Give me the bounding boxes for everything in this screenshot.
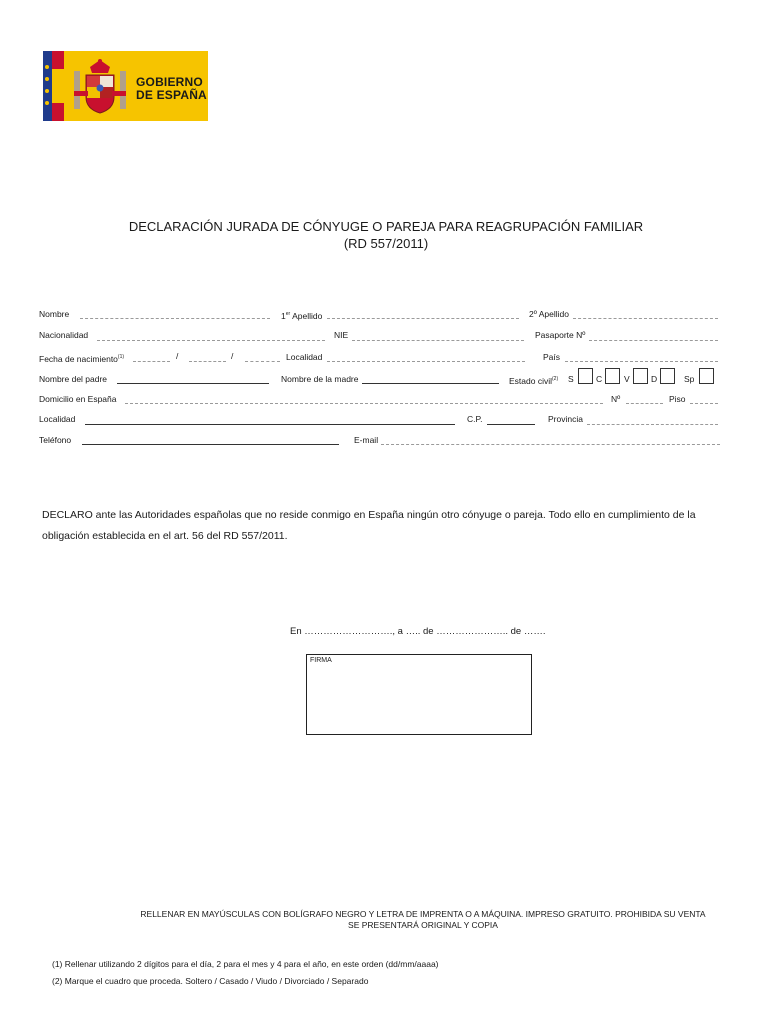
email-field[interactable]: [381, 444, 720, 445]
instructions-line2: SE PRESENTARÁ ORIGINAL Y COPIA: [348, 920, 498, 930]
apellido1-field[interactable]: [327, 318, 519, 319]
page-title: DECLARACIÓN JURADA DE CÓNYUGE O PAREJA PARA REAGRUPACIÓN FAMILIAR: [128, 219, 644, 234]
place-date-line[interactable]: En ………………………., a ….. de ………………….. de …….: [290, 626, 546, 637]
apellido1-num: 1: [281, 310, 286, 321]
page-subtitle: (RD 557/2011): [343, 236, 429, 251]
date-separator: /: [176, 351, 179, 361]
fecha-nacimiento-text: Fecha de nacimiento: [39, 353, 118, 364]
separado-checkbox[interactable]: [699, 368, 714, 384]
domicilio-label: Domicilio en España: [39, 394, 117, 404]
nombre-label: Nombre: [39, 309, 70, 319]
spain-flag-red-bottom: [52, 103, 64, 121]
estado-footnote-ref: (2): [552, 376, 559, 382]
star-icon: [45, 89, 49, 93]
provincia-field[interactable]: [587, 424, 718, 425]
localidad2-field[interactable]: [85, 424, 455, 425]
eu-flag-strip: [43, 51, 52, 121]
casado-checkbox[interactable]: [605, 368, 620, 384]
pais-field[interactable]: [565, 361, 718, 362]
instructions-line1: RELLENAR EN MAYÚSCULAS CON BOLÍGRAFO NEGRO Y LETRA DE IMPRENTA O A MÁQUINA. IMPRESO GRATUITO. PROHIBIDA SU VENTA: [140, 909, 706, 919]
birth-day-field[interactable]: [133, 361, 170, 362]
nie-field[interactable]: [352, 340, 524, 341]
birth-year-field[interactable]: [245, 361, 280, 362]
estado-option-label: V: [624, 374, 630, 384]
viudo-checkbox[interactable]: [633, 368, 648, 384]
logo-text-line1: GOBIERNO: [136, 75, 203, 89]
cp-field[interactable]: [487, 424, 535, 425]
coat-of-arms-icon: [70, 57, 130, 117]
declaration-text-line1: DECLARO ante las Autoridades españolas que no reside conmigo en España ningún otro cónyuge o pareja. Todo ello en cumplimiento de la: [42, 509, 696, 521]
localidad-label: Localidad: [286, 352, 323, 362]
footnote-1: (1) Rellenar utilizando 2 dígitos para el día, 2 para el mes y 4 para el año, en este orden (dd/mm/aaaa): [52, 959, 439, 969]
nombre-field[interactable]: [80, 318, 270, 319]
star-icon: [45, 65, 49, 69]
star-icon: [45, 77, 49, 81]
telefono-label: Teléfono: [39, 435, 72, 445]
divorciado-checkbox[interactable]: [660, 368, 675, 384]
apellido2-field[interactable]: [573, 318, 718, 319]
declaration-text-line2: obligación establecida en el art. 56 del RD 557/2011.: [42, 530, 288, 542]
estado-option-label: S: [568, 374, 574, 384]
spain-flag-red-top: [52, 51, 64, 69]
star-icon: [45, 101, 49, 105]
signature-box[interactable]: [306, 654, 532, 735]
estado-civil-label: [509, 374, 558, 386]
nombre-padre-label: Nombre del padre: [39, 374, 108, 384]
pasaporte-field[interactable]: [589, 340, 718, 341]
provincia-label: Provincia: [548, 414, 583, 424]
gobierno-logo: [43, 51, 208, 121]
piso-field[interactable]: [690, 403, 718, 404]
fecha-footnote-ref: (1): [117, 354, 125, 360]
nombre-padre-field[interactable]: [117, 383, 269, 384]
birth-month-field[interactable]: [189, 361, 226, 362]
pasaporte-label: Pasaporte Nº: [535, 330, 586, 340]
nacionalidad-field[interactable]: [97, 340, 325, 341]
nie-label: NIE: [334, 330, 349, 340]
apellido1-label: [281, 309, 322, 321]
estado-option-label: C: [596, 374, 603, 384]
nacionalidad-label: Nacionalidad: [39, 330, 89, 340]
estado-option-label: Sp: [684, 374, 695, 384]
nombre-madre-label: Nombre de la madre: [281, 374, 359, 384]
footnote-2: (2) Marque el cuadro que proceda. Soltero / Casado / Viudo / Divorciado / Separado: [52, 976, 369, 986]
apellido2-label: 2º Apellido: [529, 309, 569, 319]
fecha-nacimiento-label: [39, 352, 124, 364]
soltero-checkbox[interactable]: [578, 368, 593, 384]
localidad2-label: Localidad: [39, 414, 76, 424]
numero-field[interactable]: [626, 403, 663, 404]
cp-label: C.P.: [467, 414, 483, 424]
date-separator: /: [231, 351, 234, 361]
firma-label: FIRMA: [310, 657, 332, 664]
nombre-madre-field[interactable]: [362, 383, 499, 384]
telefono-field[interactable]: [82, 444, 339, 445]
localidad-field[interactable]: [327, 361, 525, 362]
apellido1-sup: er: [285, 311, 291, 317]
piso-label: Piso: [669, 394, 686, 404]
numero-label: Nº: [611, 394, 621, 404]
domicilio-field[interactable]: [125, 403, 603, 404]
logo-text-line2: DE ESPAÑA: [136, 88, 207, 102]
email-label: E-mail: [354, 435, 379, 445]
estado-civil-text: Estado civil: [509, 375, 552, 386]
pais-label: País: [543, 352, 561, 362]
estado-option-label: D: [651, 374, 658, 384]
apellido1-text: Apellido: [290, 310, 323, 321]
